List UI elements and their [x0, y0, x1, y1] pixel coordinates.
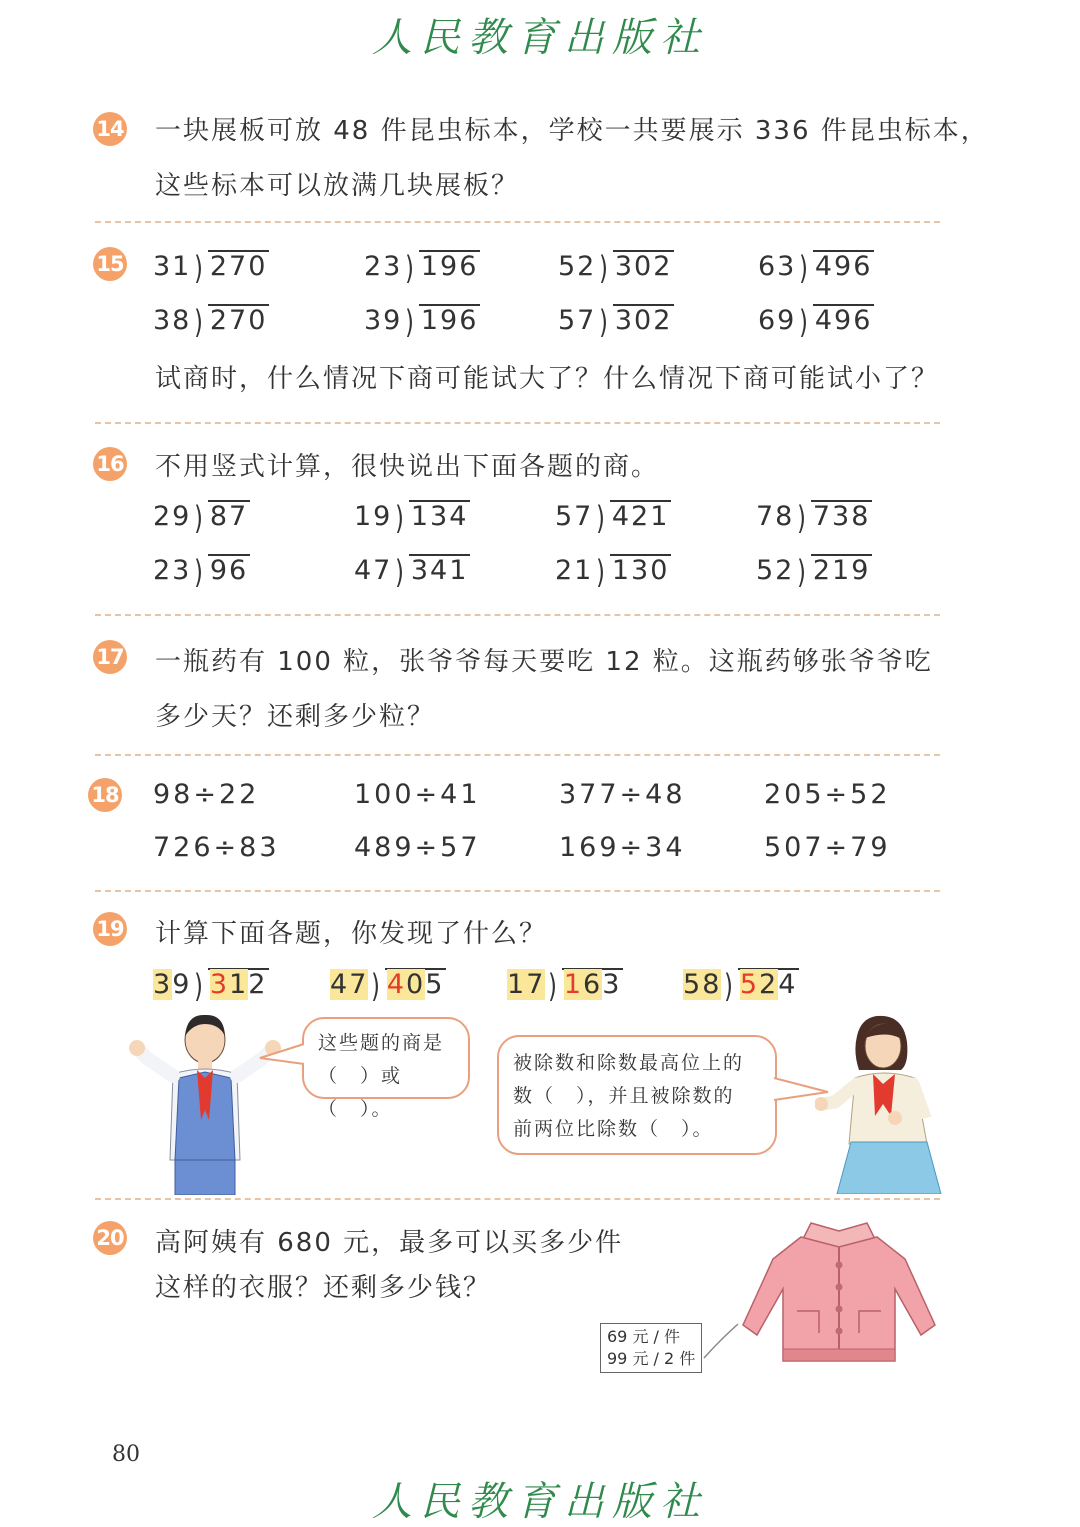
long-division	[364, 303, 480, 341]
division-bracket: )	[405, 303, 416, 341]
division-bracket: )	[599, 303, 610, 341]
divisor: 29	[153, 501, 192, 532]
long-division	[153, 553, 250, 591]
girl-illustration	[815, 1012, 945, 1194]
section-divider	[95, 1198, 940, 1200]
bubble-text-line: 这些题的商是	[318, 1032, 445, 1054]
dividend	[562, 968, 624, 1000]
question-number-badge: 14	[93, 112, 127, 146]
division-expression: 100÷41	[354, 779, 481, 810]
division-bracket: )	[194, 553, 205, 591]
digit: 3	[602, 969, 622, 1000]
divisor: 52	[558, 251, 597, 282]
long-division	[558, 303, 674, 341]
highlighted-digit: 7	[349, 969, 369, 1000]
long-division	[354, 553, 470, 591]
dividend	[208, 968, 270, 1000]
highlighted-long-division	[683, 967, 799, 1005]
section-divider	[95, 221, 940, 223]
dividend	[385, 968, 447, 1000]
long-division	[354, 499, 470, 537]
highlighted-digit: 1	[507, 969, 527, 1000]
divisor: 63	[758, 251, 797, 282]
digit: 2	[248, 969, 268, 1000]
dividend: 421	[611, 501, 670, 532]
highlighted-digit: 0	[406, 969, 426, 1000]
dividend: 496	[814, 305, 873, 336]
tag-string	[700, 1320, 740, 1360]
division-expression: 205÷52	[764, 779, 891, 810]
division-expression: 726÷83	[153, 832, 280, 863]
dividend: 96	[209, 555, 249, 586]
division-bracket: )	[797, 553, 808, 591]
divisor	[683, 970, 721, 1000]
dividend: 270	[209, 251, 268, 282]
division-expression: 507÷79	[764, 832, 891, 863]
long-division	[758, 303, 874, 341]
divisor: 19	[354, 501, 393, 532]
divisor: 47	[354, 555, 393, 586]
girl-speech-bubble	[497, 1035, 777, 1155]
question-number-badge: 17	[93, 640, 127, 674]
division-bracket: )	[194, 967, 205, 1005]
dividend: 270	[209, 305, 268, 336]
division-expression: 169÷34	[559, 832, 686, 863]
dividend	[738, 968, 800, 1000]
bubble-text-line: 数（ ），并且被除数的	[513, 1085, 735, 1107]
division-bracket: )	[724, 967, 735, 1005]
division-bracket: )	[548, 967, 559, 1005]
section-divider	[95, 422, 940, 424]
digit: 5	[425, 969, 445, 1000]
bubble-tail	[258, 1040, 306, 1070]
division-bracket: )	[405, 249, 416, 287]
divisor: 57	[558, 305, 597, 336]
highlighted-digit: 4	[386, 969, 407, 1000]
highlighted-long-division	[153, 967, 269, 1005]
long-division	[758, 249, 874, 287]
q20-text-line2: 这样的衣服？还剩多少钱？	[155, 1273, 492, 1303]
question-number-badge: 16	[93, 447, 127, 481]
q14-text-line2: 这些标本可以放满几块展板？	[155, 171, 520, 201]
divisor: 52	[756, 555, 795, 586]
bubble-text-line: （ ）或（ ）。	[318, 1065, 403, 1120]
jacket-illustration	[735, 1215, 945, 1375]
division-bracket: )	[596, 499, 607, 537]
question-number-badge: 18	[88, 778, 122, 812]
division-bracket: )	[395, 553, 406, 591]
dividend: 302	[614, 305, 673, 336]
division-bracket: )	[599, 249, 610, 287]
dividend: 496	[814, 251, 873, 282]
long-division	[756, 499, 872, 537]
dividend: 302	[614, 251, 673, 282]
q14-text-line1: 一块展板可放 48 件昆虫标本，学校一共要展示 336 件昆虫标本，	[155, 116, 989, 146]
divisor: 21	[555, 555, 594, 586]
section-divider	[95, 890, 940, 892]
publisher-logo: 人民教育出版社	[372, 15, 708, 61]
long-division	[558, 249, 674, 287]
section-divider	[95, 754, 940, 756]
dividend: 134	[410, 501, 469, 532]
divisor: 38	[153, 305, 192, 336]
question-number-badge: 15	[93, 247, 127, 281]
division-bracket: )	[596, 553, 607, 591]
long-division	[555, 499, 671, 537]
boy-illustration	[125, 1010, 285, 1195]
page-number: 80	[112, 1442, 140, 1467]
q16-prompt: 不用竖式计算，很快说出下面各题的商。	[155, 452, 660, 482]
question-number-badge: 20	[93, 1221, 127, 1255]
q20-text-line1: 高阿姨有 680 元，最多可以买多少件	[155, 1228, 624, 1258]
division-bracket: )	[799, 249, 810, 287]
dividend: 341	[410, 555, 469, 586]
division-expression: 489÷57	[354, 832, 481, 863]
highlighted-digit: 4	[330, 969, 350, 1000]
highlighted-digit: 5	[683, 969, 703, 1000]
bubble-text-line: 被除数和除数最高位上的	[513, 1052, 745, 1074]
dividend: 87	[209, 501, 249, 532]
dividend: 196	[420, 251, 479, 282]
divisor: 23	[364, 251, 403, 282]
highlighted-digit: 8	[702, 969, 722, 1000]
divisor: 57	[555, 501, 594, 532]
long-division	[756, 553, 872, 591]
highlighted-digit: 2	[759, 969, 779, 1000]
division-bracket: )	[799, 303, 810, 341]
long-division	[555, 553, 671, 591]
digit: 9	[172, 969, 192, 1000]
division-bracket: )	[194, 303, 205, 341]
dividend: 219	[812, 555, 871, 586]
highlighted-digit: 6	[583, 969, 603, 1000]
long-division	[153, 303, 269, 341]
division-bracket: )	[797, 499, 808, 537]
dividend: 196	[420, 305, 479, 336]
publisher-logo: 人民教育出版社	[372, 1479, 708, 1525]
divisor	[330, 970, 368, 1000]
highlighted-digit: 3	[153, 969, 173, 1000]
division-expression: 377÷48	[559, 779, 686, 810]
division-bracket: )	[194, 499, 205, 537]
question-number-badge: 19	[93, 912, 127, 946]
q15-question: 试商时，什么情况下商可能试大了？什么情况下商可能试小了？	[155, 364, 940, 394]
boy-speech-bubble	[302, 1017, 470, 1120]
highlighted-digit: 5	[739, 969, 760, 1000]
divisor: 78	[756, 501, 795, 532]
long-division	[153, 499, 250, 537]
price-single: 69 元 / 件	[607, 1327, 681, 1346]
divisor	[507, 970, 545, 1000]
division-bracket: )	[371, 967, 382, 1005]
section-divider	[95, 614, 940, 616]
long-division	[153, 249, 269, 287]
highlighted-digit: 1	[229, 969, 249, 1000]
divisor	[153, 970, 191, 1000]
bubble-text-line: 前两位比除数（ ）。	[513, 1118, 714, 1140]
highlighted-long-division	[330, 967, 446, 1005]
divisor: 39	[364, 305, 403, 336]
divisor: 31	[153, 251, 192, 282]
digit: 4	[778, 969, 798, 1000]
highlighted-digit: 3	[209, 969, 230, 1000]
dividend: 738	[812, 501, 871, 532]
division-expression: 98÷22	[153, 779, 260, 810]
q17-text-line1: 一瓶药有 100 粒，张爷爷每天要吃 12 粒。这瓶药够张爷爷吃	[155, 647, 933, 677]
price-tag	[600, 1323, 702, 1373]
division-bracket: )	[194, 249, 205, 287]
dividend: 130	[611, 555, 670, 586]
divisor: 23	[153, 555, 192, 586]
highlighted-digit: 7	[526, 969, 546, 1000]
q17-text-line2: 多少天？还剩多少粒？	[155, 702, 436, 732]
price-pair: 99 元 / 2 件	[607, 1349, 696, 1368]
long-division	[364, 249, 480, 287]
highlighted-long-division	[507, 967, 623, 1005]
q19-prompt: 计算下面各题，你发现了什么？	[155, 919, 548, 949]
divisor: 69	[758, 305, 797, 336]
highlighted-digit: 1	[563, 969, 584, 1000]
division-bracket: )	[395, 499, 406, 537]
